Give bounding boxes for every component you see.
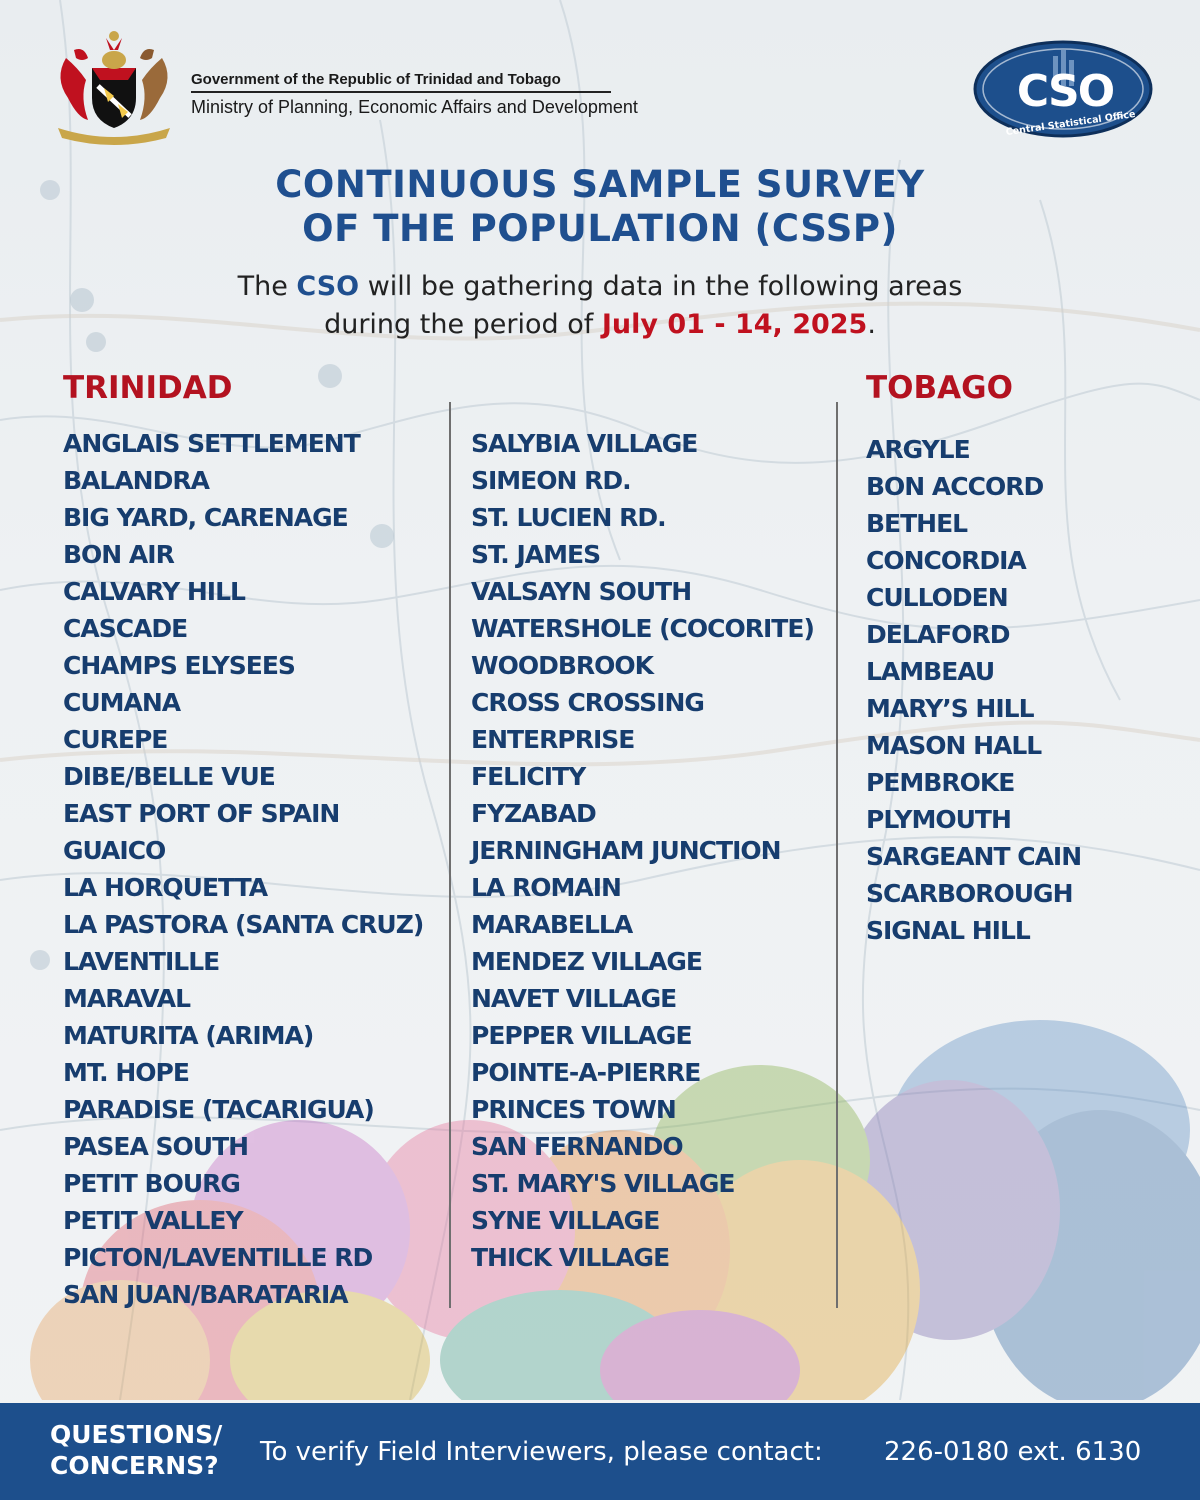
- area-list-item: THICK VILLAGE: [471, 1243, 670, 1272]
- cso-logo-text: CSO: [1016, 66, 1114, 117]
- area-list-item: PETIT VALLEY: [63, 1206, 243, 1235]
- area-list-item: CASCADE: [63, 614, 188, 643]
- area-list-item: FYZABAD: [471, 799, 596, 828]
- area-list-item: DELAFORD: [866, 620, 1010, 649]
- intro-text: [0, 268, 1200, 344]
- area-list-item: FELICITY: [471, 762, 586, 791]
- area-list-item: WOODBROOK: [471, 651, 654, 680]
- trinidad-list-column-2: [471, 425, 814, 1276]
- area-list-item: SIGNAL HILL: [866, 916, 1030, 945]
- contact-footer: [0, 1403, 1200, 1500]
- area-list-item: LAMBEAU: [866, 657, 995, 686]
- area-list-item: MT. HOPE: [63, 1058, 189, 1087]
- area-list-item: MARABELLA: [471, 910, 633, 939]
- verify-text: To verify Field Interviewers, please contact:: [260, 1437, 823, 1467]
- column-divider-left: [449, 402, 451, 1308]
- area-list-item: LAVENTILLE: [63, 947, 220, 976]
- area-list-item: SCARBOROUGH: [866, 879, 1073, 908]
- intro-date: July 01 - 14, 2025: [601, 309, 868, 340]
- area-list-item: DIBE/BELLE VUE: [63, 762, 275, 791]
- area-list-item: BIG YARD, CARENAGE: [63, 503, 348, 532]
- survey-title: [0, 163, 1200, 251]
- intro-suffix: .: [867, 309, 876, 340]
- tobago-list: [866, 431, 1081, 949]
- area-list-item: LA ROMAIN: [471, 873, 621, 902]
- area-list-item: BETHEL: [866, 509, 968, 538]
- area-list-item: CULLODEN: [866, 583, 1008, 612]
- trinidad-heading: TRINIDAD: [63, 370, 233, 406]
- area-list-item: PLYMOUTH: [866, 805, 1011, 834]
- area-list-item: JERNINGHAM JUNCTION: [471, 836, 781, 865]
- area-list-item: CHAMPS ELYSEES: [63, 651, 295, 680]
- intro-period-prefix: during the period of: [324, 309, 594, 340]
- area-list-item: ST. LUCIEN RD.: [471, 503, 666, 532]
- area-list-item: CALVARY HILL: [63, 577, 245, 606]
- area-list-item: SIMEON RD.: [471, 466, 631, 495]
- area-list-item: PARADISE (TACARIGUA): [63, 1095, 374, 1124]
- intro-line1: [0, 268, 1200, 306]
- area-list-item: SAN FERNANDO: [471, 1132, 683, 1161]
- area-list-item: PEPPER VILLAGE: [471, 1021, 692, 1050]
- area-list-item: CONCORDIA: [866, 546, 1026, 575]
- area-list-item: ANGLAIS SETTLEMENT: [63, 429, 360, 458]
- area-list-item: CROSS CROSSING: [471, 688, 704, 717]
- area-list-item: MATURITA (ARIMA): [63, 1021, 314, 1050]
- trinidad-list-column-1: [63, 425, 423, 1313]
- ministry-title: Ministry of Planning, Economic Affairs and Development: [191, 97, 638, 117]
- intro-middle: will be gathering data in the following areas: [367, 271, 963, 302]
- area-list-item: PICTON/LAVENTILLE RD: [63, 1243, 373, 1272]
- area-list-item: BALANDRA: [63, 466, 209, 495]
- area-list-item: SARGEANT CAIN: [866, 842, 1082, 871]
- area-list-item: VALSAYN SOUTH: [471, 577, 692, 606]
- area-list-item: EAST PORT OF SPAIN: [63, 799, 340, 828]
- area-list-item: POINTE-A-PIERRE: [471, 1058, 701, 1087]
- area-list-item: SYNE VILLAGE: [471, 1206, 660, 1235]
- area-list-item: SAN JUAN/BARATARIA: [63, 1280, 348, 1309]
- area-list-item: PASEA SOUTH: [63, 1132, 249, 1161]
- area-list-item: PEMBROKE: [866, 768, 1015, 797]
- area-list-item: ARGYLE: [866, 435, 970, 464]
- survey-title-line1: CONTINUOUS SAMPLE SURVEY: [275, 163, 925, 206]
- area-list-item: LA HORQUETTA: [63, 873, 268, 902]
- area-list-item: MARY’S HILL: [866, 694, 1034, 723]
- tobago-heading: TOBAGO: [866, 370, 1013, 406]
- intro-prefix: The: [237, 271, 288, 302]
- cso-logo-icon: [973, 40, 1153, 138]
- area-list-item: CUREPE: [63, 725, 168, 754]
- contact-phone[interactable]: 226-0180 ext. 6130: [884, 1437, 1142, 1467]
- intro-cso: CSO: [296, 271, 360, 302]
- area-list-item: CUMANA: [63, 688, 181, 717]
- cso-logo-subtext: Central Statistical Office: [1005, 108, 1137, 138]
- area-list-item: PETIT BOURG: [63, 1169, 240, 1198]
- area-list-item: LA PASTORA (SANTA CRUZ): [63, 910, 424, 939]
- area-list-item: BON AIR: [63, 540, 174, 569]
- intro-line2: [0, 306, 1200, 344]
- area-list-item: ENTERPRISE: [471, 725, 635, 754]
- area-list-item: SALYBIA VILLAGE: [471, 429, 698, 458]
- area-list-item: MASON HALL: [866, 731, 1042, 760]
- coat-of-arms-icon: [48, 28, 180, 148]
- area-list-item: ST. MARY'S VILLAGE: [471, 1169, 735, 1198]
- questions-line1: QUESTIONS/: [50, 1420, 223, 1449]
- area-list-item: BON ACCORD: [866, 472, 1044, 501]
- area-list-item: GUAICO: [63, 836, 166, 865]
- questions-label: [50, 1419, 250, 1481]
- questions-line2: CONCERNS?: [50, 1451, 219, 1480]
- area-list-item: ST. JAMES: [471, 540, 601, 569]
- area-list-item: PRINCES TOWN: [471, 1095, 676, 1124]
- area-list-item: WATERSHOLE (COCORITE): [471, 614, 814, 643]
- area-list-item: MARAVAL: [63, 984, 191, 1013]
- area-list-item: NAVET VILLAGE: [471, 984, 677, 1013]
- survey-title-line2: OF THE POPULATION (CSSP): [302, 207, 898, 250]
- column-divider-right: [836, 402, 838, 1308]
- government-title: Government of the Republic of Trinidad and Tobago: [191, 71, 611, 93]
- area-list-item: MENDEZ VILLAGE: [471, 947, 702, 976]
